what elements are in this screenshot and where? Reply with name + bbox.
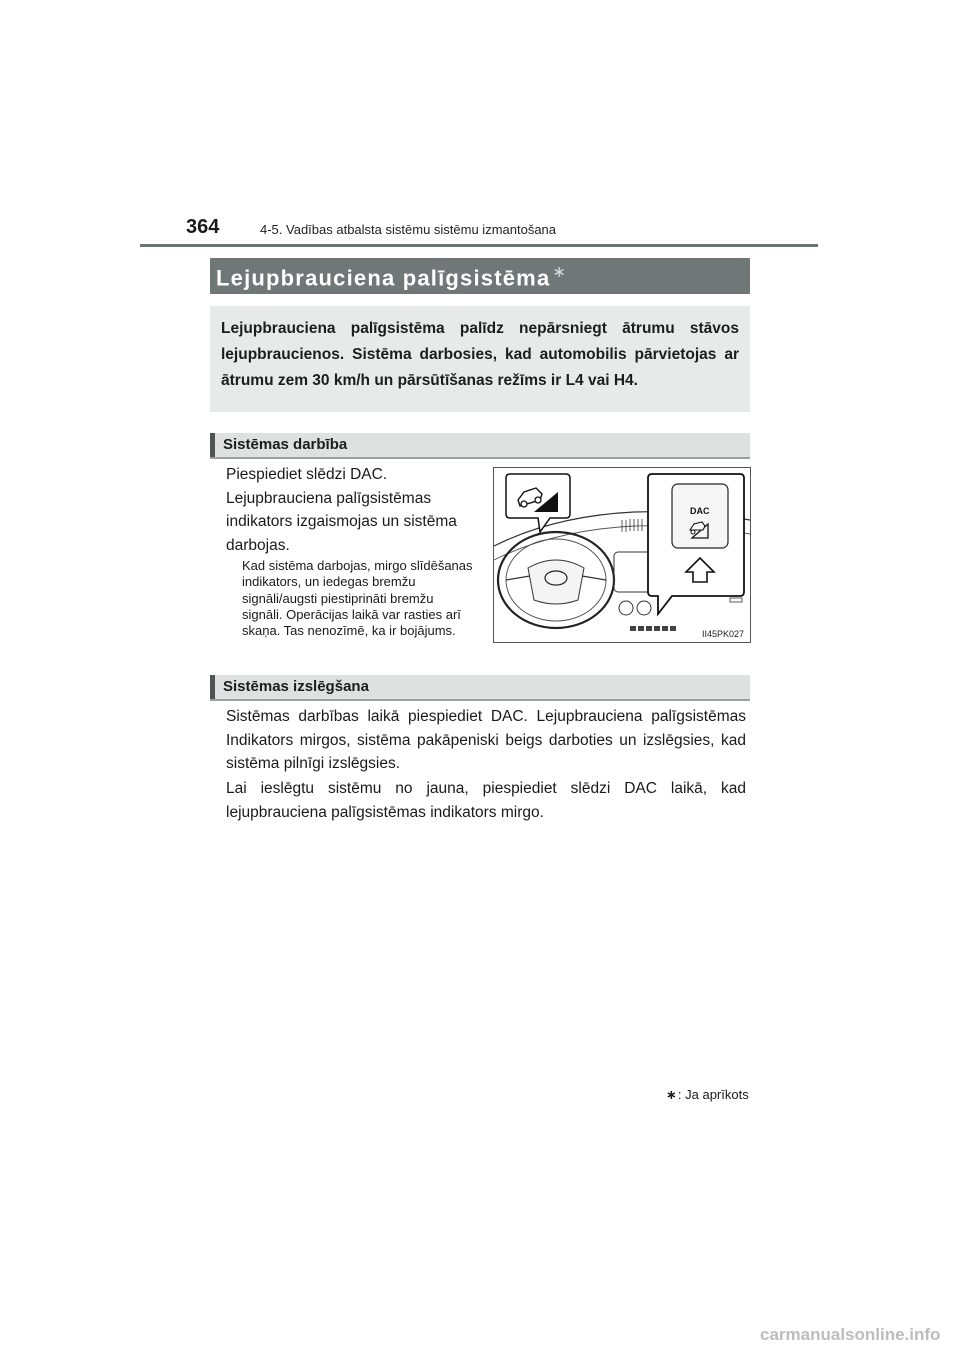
heading-accent-bar [210, 675, 215, 699]
operation-paragraph: Piespiediet slēdzi DAC. Lejupbrauciena palīgsistēmas indikators izgaismojas un sistēma darbojas. [226, 466, 457, 554]
footnote-text: : Ja aprīkots [677, 1087, 749, 1102]
footnote [666, 1087, 749, 1103]
footnote-marker: ∗ [666, 1087, 677, 1102]
watermark: carmanualsonline.info [760, 1325, 941, 1344]
heading-label: Sistēmas darbība [223, 436, 348, 453]
dashboard-illustration [493, 467, 751, 643]
page-title-text: Lejupbrauciena palīgsistēma [216, 265, 551, 291]
equipment-marker: ∗ [552, 264, 567, 281]
page-number: 364 [186, 216, 220, 238]
section-title-bar [210, 258, 750, 294]
chapter-title: 4-5. Vadības atbalsta sistēmu sistēmu izmantošana [260, 222, 557, 237]
dac-button-label: DAC [690, 506, 710, 516]
heading-label: Sistēmas izslēgšana [223, 678, 369, 695]
section-heading-operation [210, 433, 750, 459]
dashboard-drawing [494, 468, 750, 642]
off-paragraph-1: Sistēmas darbības laikā piespiediet DAC. Lejupbrauciena palīgsistēmas Indikators mirgos, sistēma pakāpeniski beigs darboties un izslēgsies, kad sistēma pilnīgi izslēgsies. [226, 708, 746, 772]
heading-accent-bar [210, 433, 215, 457]
header-rule [140, 244, 818, 247]
intro-box [210, 306, 750, 412]
figure-code: II45PK027 [701, 629, 744, 639]
off-paragraph-2: Lai ieslēgtu sistēmu no jauna, piespiediet slēdzi DAC laikā, kad lejupbrauciena palīgsistēmas indikators mirgo. [226, 780, 746, 821]
page-title [216, 262, 567, 291]
intro-text: Lejupbrauciena palīgsistēma palīdz nepārsniegt ātrumu stāvos lejupbraucienos. Sistēma darbosies, kad automobilis pārvietojas ar ātrumu zem 30 km/h un pārsūtīšanas režīms ir L4 vai H4. [221, 320, 739, 389]
operation-note: Kad sistēma darbojas, mirgo slīdēšanas indikators, un iedegas bremžu signāli/augsti piestiprināti bremžu signāli. Operācijas laikā var rasties arī skaņa. Tas nenozīmē, ka ir bojājums. [242, 558, 473, 639]
section-heading-off [210, 675, 750, 701]
